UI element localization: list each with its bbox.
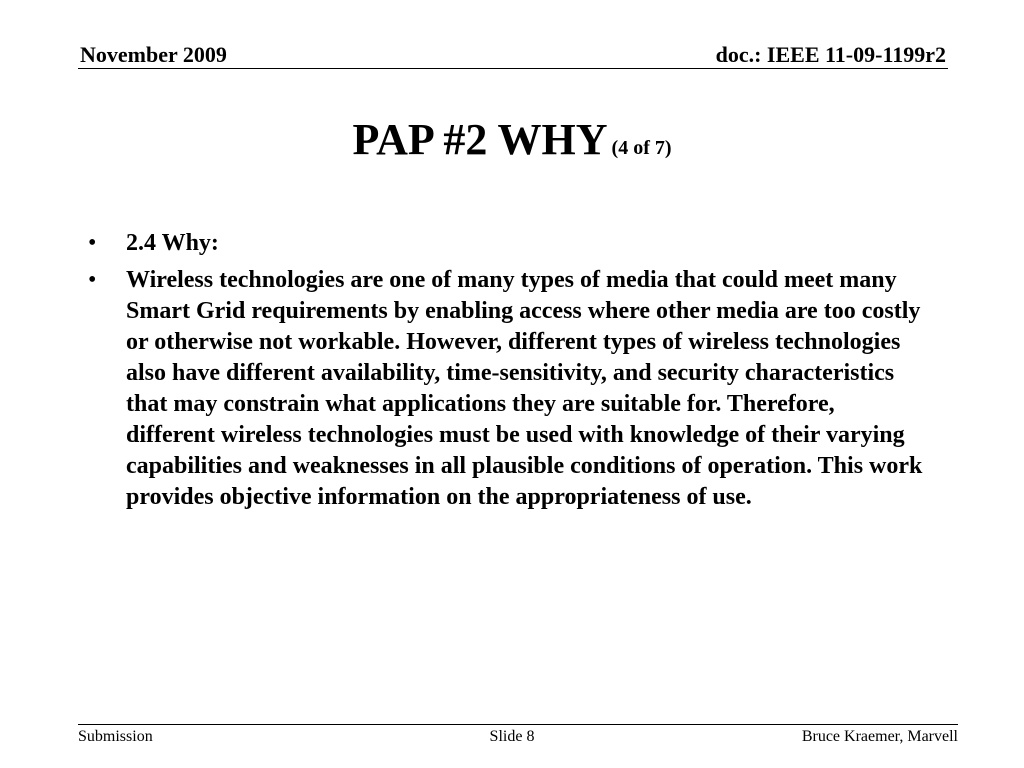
- footer-author: Bruce Kraemer, Marvell: [801, 728, 958, 745]
- footer-divider: [78, 724, 958, 725]
- slide-title-sub: (4 of 7): [611, 137, 672, 159]
- slide-title-main: PAP #2 WHY: [352, 115, 608, 164]
- bullet-icon: •: [88, 230, 97, 256]
- header-divider: [78, 68, 948, 69]
- bullet-text: Wireless technologies are one of many types of media that could meet many Smart Grid requirements by enabling access where other media are too costly or otherwise not workable. However, different types of wireless technologies also have different availability, time-sensitivity, and security characteristics that may constrain what applications they are suitable for. Therefore, different wireless technologies must be used with knowledge of their varying capabilities and weaknesses in all plausible conditions of operation. This work provides objective information on the appropriateness of use.: [126, 267, 923, 510]
- bullet-list: [0, 228, 1024, 519]
- bullet-item: [0, 228, 1024, 259]
- footer-slide-number: Slide 8: [489, 728, 535, 745]
- slide-title: [0, 112, 1024, 178]
- header-date: November 2009: [80, 42, 227, 67]
- bullet-icon: •: [88, 267, 97, 293]
- bullet-text: 2.4 Why:: [126, 230, 219, 256]
- bullet-item: [0, 265, 1024, 513]
- footer-submission: Submission: [78, 728, 153, 745]
- header-doc-id: doc.: IEEE 11-09-1199r2: [715, 42, 946, 67]
